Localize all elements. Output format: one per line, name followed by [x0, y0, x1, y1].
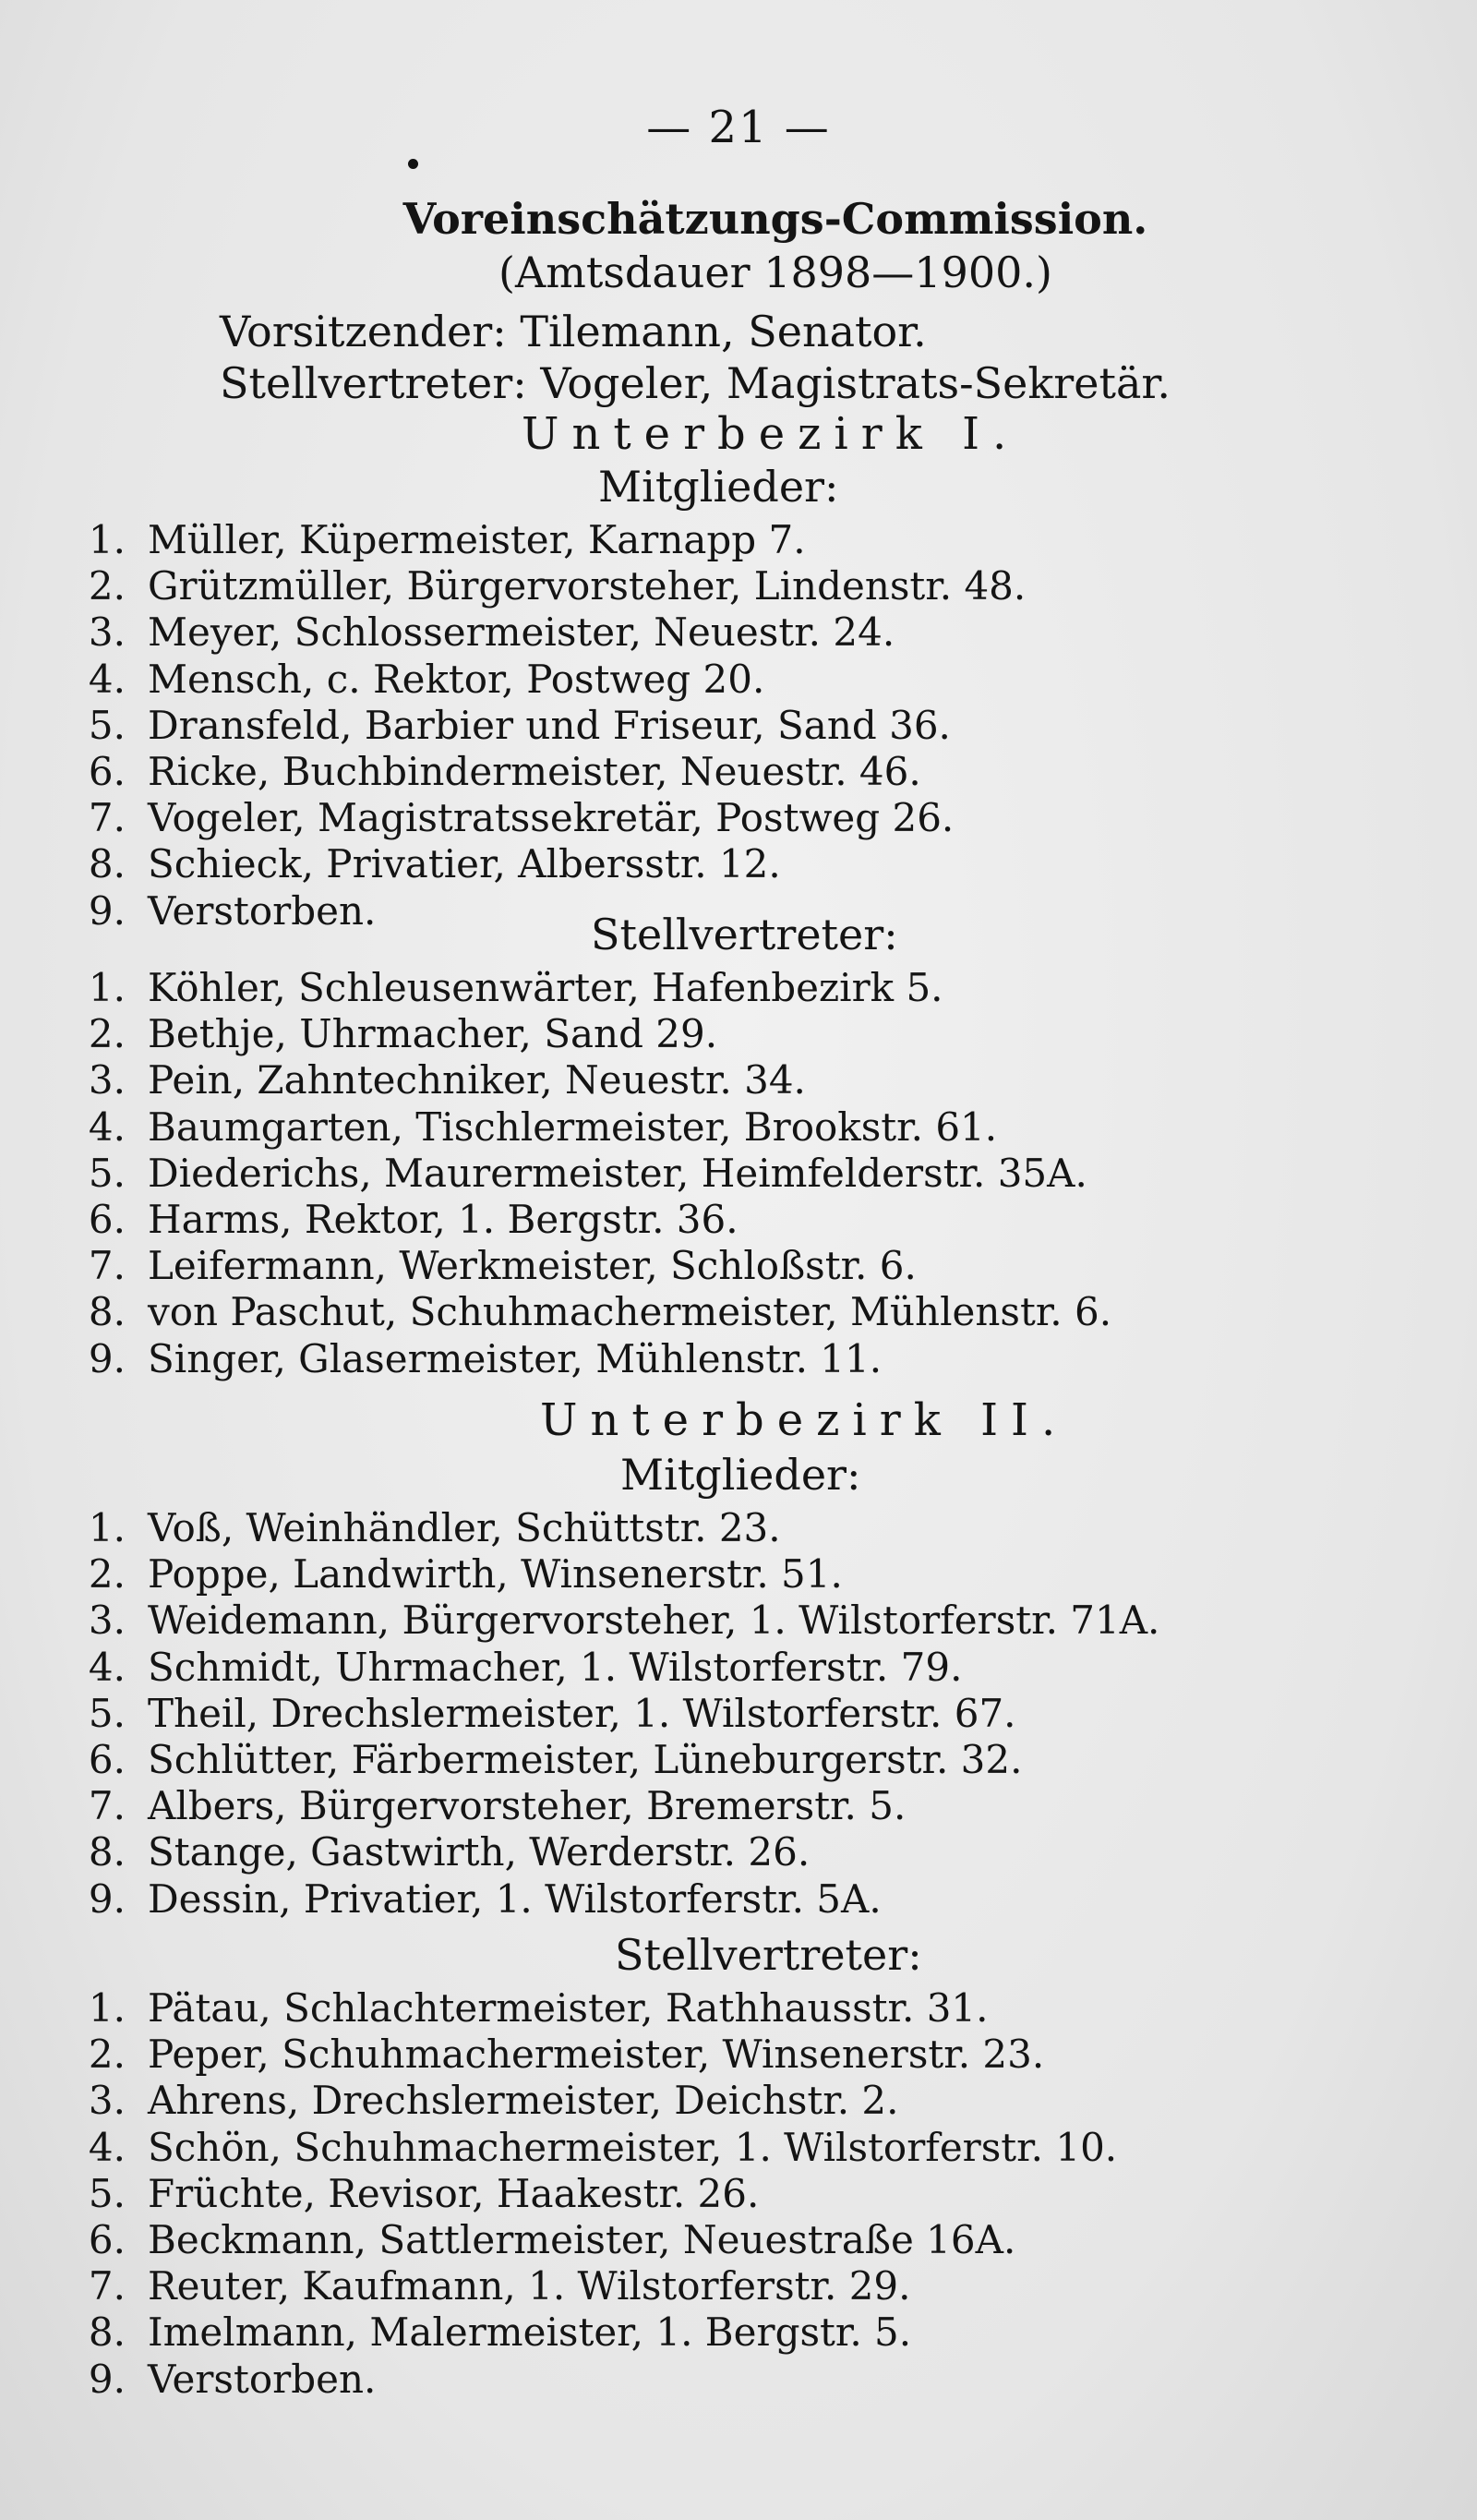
district-heading: Unterbezirk I. [522, 408, 1020, 460]
item-text: Ricke, Buchbindermeister, Neuestr. 46. [148, 748, 921, 794]
item-number: 4. [88, 1103, 126, 1150]
item-text: Baumgarten, Tischlermeister, Brookstr. 61. [148, 1103, 998, 1150]
list-item [57, 1876, 1159, 1923]
item-number: 1. [88, 517, 126, 562]
deputies-heading: Stellvertreter: [615, 1930, 922, 1980]
list-item [57, 703, 1026, 749]
item-text: Pätau, Schlachtermeister, Rathhausstr. 31. [148, 1985, 989, 2031]
item-text: Müller, Küpermeister, Karnapp 7. [148, 517, 806, 562]
item-text: Peper, Schuhmachermeister, Winsenerstr. 23. [148, 2032, 1045, 2078]
item-number: 9. [88, 887, 126, 934]
item-text: Verstorben. [148, 2356, 377, 2402]
members-heading: Mitglieder: [620, 1450, 861, 1500]
list-item [57, 965, 1111, 1011]
commission-title: Voreinschätzungs-Commission. [402, 194, 1148, 244]
item-number: 5. [88, 1150, 126, 1196]
item-number: 9. [88, 1335, 126, 1381]
item-number: 4. [88, 1644, 126, 1690]
list-item [57, 1057, 1111, 1103]
list-item [57, 2263, 1117, 2309]
list-item [57, 1783, 1159, 1829]
list-item [57, 1551, 1159, 1598]
item-text: Theil, Drechslermeister, 1. Wilstorferstr. 67. [148, 1690, 1016, 1736]
list-item [57, 1691, 1159, 1737]
item-text: Schmidt, Uhrmacher, 1. Wilstorferstr. 79. [148, 1644, 963, 1690]
item-number: 8. [88, 1289, 126, 1335]
item-number: 8. [88, 2309, 126, 2356]
list-item [57, 1197, 1111, 1243]
list-item [57, 657, 1026, 703]
item-number: 5. [88, 702, 126, 748]
item-number: 7. [88, 2263, 126, 2309]
item-number: 8. [88, 841, 126, 887]
list-item [57, 1011, 1111, 1057]
list-item [57, 841, 1026, 887]
list-item [57, 2171, 1117, 2217]
item-number: 5. [88, 2170, 126, 2216]
district-heading: Unterbezirk II. [540, 1394, 1069, 1446]
item-text: Schön, Schuhmachermeister, 1. Wilstorferstr. 10. [148, 2124, 1118, 2170]
item-number: 2. [88, 1011, 126, 1057]
list-item [57, 563, 1026, 609]
list-item [57, 795, 1026, 841]
item-number: 3. [88, 1057, 126, 1103]
item-text: Pein, Zahntechniker, Neuestr. 34. [148, 1057, 806, 1103]
item-number: 3. [88, 1598, 126, 1644]
item-number: 4. [88, 2124, 126, 2170]
item-number: 1. [88, 1505, 126, 1550]
item-text: Ahrens, Drechslermeister, Deichstr. 2. [148, 2078, 899, 2124]
item-number: 1. [88, 965, 126, 1010]
list-item [57, 1289, 1111, 1335]
item-text: Imelmann, Malermeister, 1. Bergstr. 5. [148, 2309, 912, 2356]
item-text: Reuter, Kaufmann, 1. Wilstorferstr. 29. [148, 2263, 911, 2309]
list-item [57, 1243, 1111, 1289]
item-text: Stange, Gastwirth, Werderstr. 26. [148, 1829, 811, 1875]
item-text: Meyer, Schlossermeister, Neuestr. 24. [148, 609, 895, 656]
list-item [57, 1985, 1117, 2032]
item-number: 8. [88, 1829, 126, 1875]
item-number: 3. [88, 609, 126, 656]
item-number: 7. [88, 1243, 126, 1289]
list-item [57, 2032, 1117, 2078]
item-text: von Paschut, Schuhmachermeister, Mühlenstr. 6. [148, 1289, 1112, 1335]
deputy-chairman-line: Stellvertreter: Vogeler, Magistrats-Sekretär. [220, 358, 1171, 408]
list-item [57, 749, 1026, 795]
item-text: Voß, Weinhändler, Schüttstr. 23. [148, 1505, 781, 1550]
list-item [57, 1645, 1159, 1691]
list-item [57, 517, 1026, 563]
item-text: Singer, Glasermeister, Mühlenstr. 11. [148, 1335, 883, 1381]
list-item [57, 609, 1026, 656]
item-text: Diederichs, Maurermeister, Heimfelderstr. 35A. [148, 1150, 1087, 1196]
list-item [57, 1737, 1159, 1783]
list-item [57, 2125, 1117, 2171]
item-number: 6. [88, 1196, 126, 1242]
item-number: 2. [88, 563, 126, 609]
members-heading: Mitglieder: [598, 462, 839, 512]
item-number: 9. [88, 2356, 126, 2402]
members-list [57, 1505, 1159, 1923]
deputies-heading: Stellvertreter: [591, 910, 898, 959]
item-text: Harms, Rektor, 1. Bergstr. 36. [148, 1196, 738, 1242]
item-number: 1. [88, 1985, 126, 2031]
list-item [57, 1336, 1111, 1382]
list-item [57, 1505, 1159, 1551]
item-text: Verstorben. [148, 887, 377, 934]
chairman-line: Vorsitzender: Tilemann, Senator. [220, 307, 927, 356]
item-text: Köhler, Schleusenwärter, Hafenbezirk 5. [148, 965, 943, 1010]
list-item [57, 1829, 1159, 1875]
item-text: Mensch, c. Rektor, Postweg 20. [148, 656, 765, 702]
item-text: Poppe, Landwirth, Winsenerstr. 51. [148, 1551, 843, 1598]
commission-term: (Amtsdauer 1898—1900.) [498, 247, 1052, 297]
list-item [57, 1104, 1111, 1151]
item-number: 6. [88, 1736, 126, 1782]
item-number: 2. [88, 1551, 126, 1598]
item-text: Weidemann, Bürgervorsteher, 1. Wilstorferstr. 71A. [148, 1598, 1160, 1644]
item-text: Albers, Bürgervorsteher, Bremerstr. 5. [148, 1783, 907, 1829]
item-text: Dransfeld, Barbier und Friseur, Sand 36. [148, 702, 951, 748]
item-number: 9. [88, 1875, 126, 1922]
list-item [57, 2309, 1117, 2356]
item-number: 7. [88, 1783, 126, 1829]
deputies-list [57, 965, 1111, 1382]
item-text: Bethje, Uhrmacher, Sand 29. [148, 1011, 718, 1057]
item-text: Vogeler, Magistratssekretär, Postweg 26. [148, 795, 955, 841]
ink-speck [408, 159, 418, 169]
item-number: 6. [88, 748, 126, 794]
item-text: Schieck, Privatier, Albersstr. 12. [148, 841, 781, 887]
item-text: Dessin, Privatier, 1. Wilstorferstr. 5A. [148, 1875, 882, 1922]
item-text: Leifermann, Werkmeister, Schloßstr. 6. [148, 1243, 917, 1289]
list-item [57, 2217, 1117, 2263]
item-number: 7. [88, 795, 126, 841]
item-number: 6. [88, 2216, 126, 2262]
list-item [57, 2357, 1117, 2403]
list-item [57, 2078, 1117, 2124]
item-number: 3. [88, 2078, 126, 2124]
deputies-list [57, 1985, 1117, 2403]
item-text: Grützmüller, Bürgervorsteher, Lindenstr. 48. [148, 563, 1027, 609]
item-number: 4. [88, 656, 126, 702]
item-text: Schlütter, Färbermeister, Lüneburgerstr. 32. [148, 1736, 1023, 1782]
list-item [57, 1598, 1159, 1644]
page-number: — 21 — [646, 102, 831, 153]
item-number: 2. [88, 2032, 126, 2078]
members-list [57, 517, 1026, 934]
list-item [57, 1151, 1111, 1197]
item-text: Früchte, Revisor, Haakestr. 26. [148, 2170, 760, 2216]
item-number: 5. [88, 1690, 126, 1736]
item-text: Beckmann, Sattlermeister, Neuestraße 16A. [148, 2216, 1016, 2262]
